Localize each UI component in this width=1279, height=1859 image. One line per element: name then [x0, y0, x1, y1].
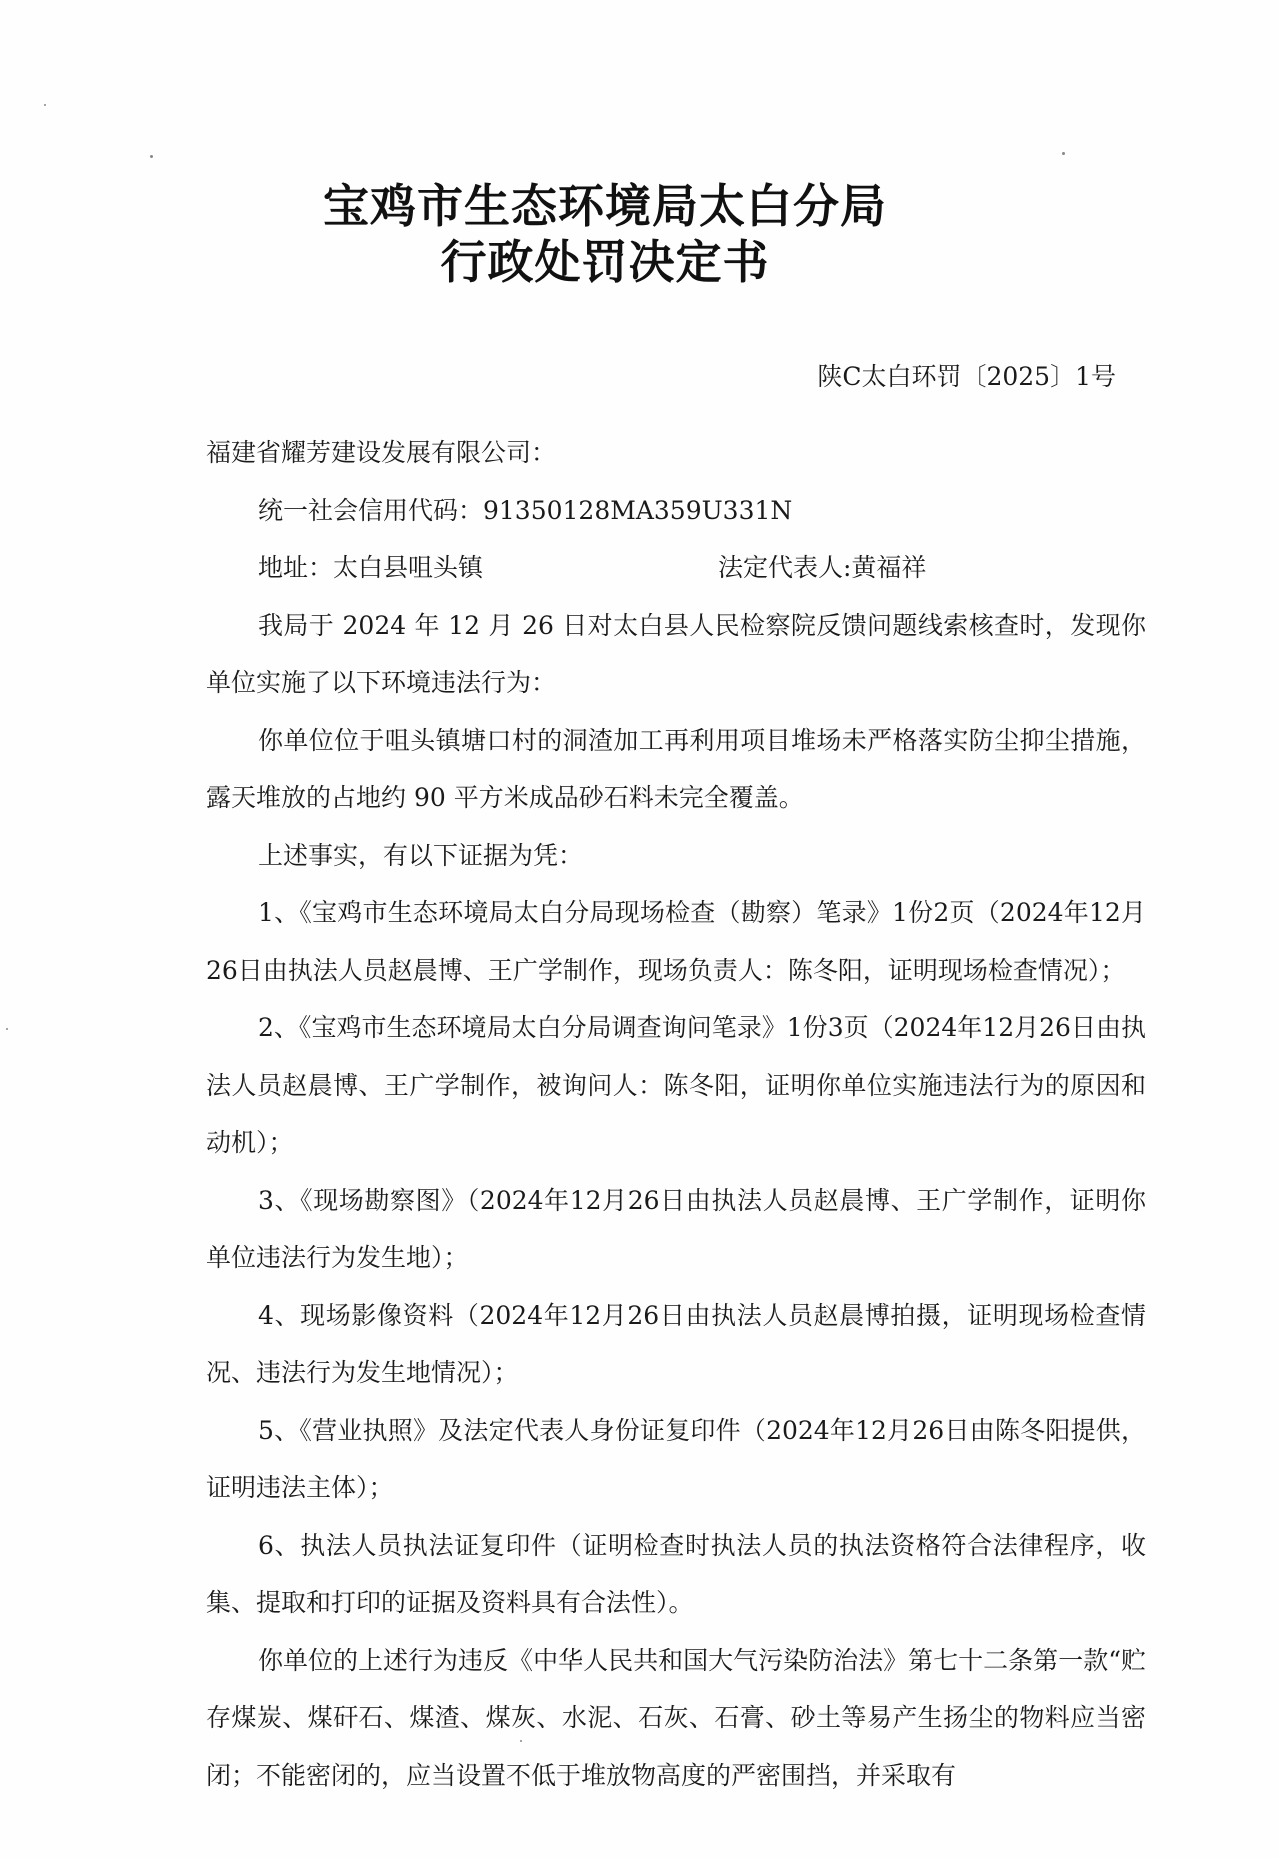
evidence-item-6: 6、执法人员执法证复印件（证明检查时执法人员的执法资格符合法律程序，收集、提取和打印的证据及资料具有合法性）。 [206, 1530, 1146, 1617]
evidence-item-5: 5、《营业执照》及法定代表人身份证复印件（2024年12月26日由陈冬阳提供，证明违法主体）； [206, 1415, 1146, 1502]
scan-speck [1062, 152, 1065, 155]
scan-speck [520, 1740, 522, 1742]
recipient-name: 福建省耀芳建设发展有限公司： [206, 438, 557, 467]
paragraph-violation: 你单位位于咀头镇塘口村的洞渣加工再利用项目堆场未严格落实防尘抑尘措施，露天堆放的占地约 90 平方米成品砂石料未完全覆盖。 [206, 725, 1146, 812]
document-title-line2: 行政处罚决定书 [440, 235, 770, 289]
evidence-item-1: 1、《宝鸡市生态环境局太白分局现场检查（勘察）笔录》1份2页（2024年12月26日由执法人员赵晨博、王广学制作，现场负责人：陈冬阳，证明现场检查情况）； [206, 898, 1146, 985]
document-number: 陕C太白环罚〔2025〕1号 [817, 362, 1116, 391]
credit-code: 统一社会信用代码：91350128MA359U331N [258, 495, 793, 525]
paragraph-evidence-intro: 上述事实，有以下证据为凭： [258, 840, 584, 870]
address-row [206, 539, 1146, 597]
evidence-item-2: 2、《宝鸡市生态环境局太白分局调查询问笔录》1份3页（2024年12月26日由执法人员赵晨博、王广学制作，被询问人：陈冬阳，证明你单位实施违法行为的原因和动机）； [206, 1013, 1146, 1157]
document-title-line1: 宝鸡市生态环境局太白分局 [323, 179, 887, 233]
scan-speck [6, 1028, 8, 1030]
address: 地址：太白县咀头镇 [258, 553, 484, 582]
paragraph-legal-basis: 你单位的上述行为违反《中华人民共和国大气污染防治法》第七十二条第一款“贮存煤炭、煤矸石、煤渣、煤灰、水泥、石灰、石膏、砂土等易产生扬尘的物料应当密闭；不能密闭的，应当设置不低于堆放物高度的严密围挡，并采取有 [206, 1645, 1146, 1790]
document-body [206, 424, 1146, 1804]
evidence-item-3: 3、《现场勘察图》（2024年12月26日由执法人员赵晨博、王广学制作，证明你单位违法行为发生地）； [206, 1185, 1146, 1272]
evidence-item-4: 4、现场影像资料（2024年12月26日由执法人员赵晨博拍摄，证明现场检查情况、违法行为发生地情况）； [206, 1300, 1146, 1387]
legal-representative: 法定代表人:黄福祥 [718, 553, 927, 582]
scan-speck [44, 104, 46, 106]
scan-speck [150, 155, 153, 158]
paragraph-finding: 我局于 2024 年 12 月 26 日对太白县人民检察院反馈问题线索核查时，发现你单位实施了以下环境违法行为： [206, 610, 1146, 697]
